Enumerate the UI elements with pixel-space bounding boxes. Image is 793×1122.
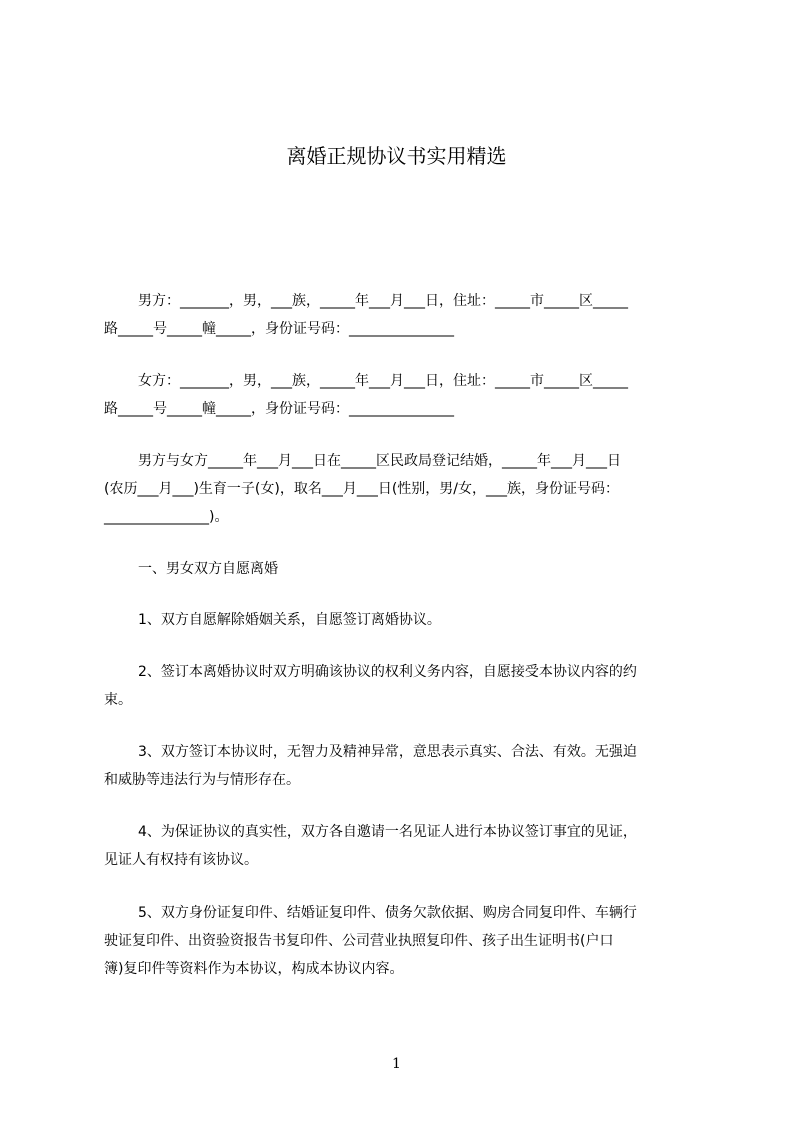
clause-3-line-2: 和威胁等违法行为与情形存在。 <box>104 772 300 788</box>
clause-5-line-2: 驶证复印件、出资验资报告书复印件、公司营业执照复印件、孩子出生证明书(户口 <box>104 933 614 949</box>
marriage-info-line-2: (农历___月___)生育一子(女)，取名___月___日(性别，男/女，___族，身份证号码： <box>104 481 620 497</box>
marriage-info-paragraph <box>104 447 706 531</box>
section-1-heading-text: 一、男女双方自愿离婚 <box>138 561 278 577</box>
clause-3-line-1: 3、双方签订本协议时，无智力及精神异常，意思表示真实、合法、有效。无强迫 <box>138 744 637 760</box>
husband-info-paragraph <box>104 287 706 343</box>
document-title: 离婚正规协议书实用精选 <box>286 144 507 168</box>
clause-2-line-2: 束。 <box>104 692 132 708</box>
husband-info-line-2: 路_____号_____幢_____，身份证号码：_______________ <box>104 321 454 337</box>
clause-1-line-1: 1、双方自愿解除婚姻关系，自愿签订离婚协议。 <box>138 612 441 628</box>
page-number: 1 <box>392 1056 401 1072</box>
clause-3-paragraph <box>104 738 706 794</box>
wife-info-line-2: 路_____号_____幢_____，身份证号码：_______________ <box>104 401 454 417</box>
wife-info-paragraph <box>104 367 706 423</box>
marriage-info-line-1: 男方与女方_____年___月___日在_____区民政局登记结婚，_____年___月___日 <box>138 453 621 469</box>
section-1-heading <box>104 555 706 583</box>
clause-1-paragraph <box>104 606 706 634</box>
husband-info-line-1: 男方：_______，男，___族，_____年___月___日，住址：_____市_____区_____ <box>138 293 628 309</box>
wife-info-line-1: 女方：_______，男，___族，_____年___月___日，住址：_____市_____区_____ <box>138 373 628 389</box>
clause-2-paragraph <box>104 658 706 714</box>
clause-4-line-1: 4、为保证协议的真实性，双方各自邀请一名见证人进行本协议签订事宜的见证， <box>138 824 637 840</box>
clause-4-paragraph <box>104 818 706 874</box>
clause-4-line-2: 见证人有权持有该协议。 <box>104 852 258 868</box>
clause-5-paragraph <box>104 899 706 983</box>
clause-2-line-1: 2、签订本离婚协议时双方明确该协议的权利义务内容，自愿接受本协议内容的约 <box>138 664 637 680</box>
clause-5-line-1: 5、双方身份证复印件、结婚证复印件、债务欠款依据、购房合同复印件、车辆行 <box>138 905 637 921</box>
clause-5-line-3: 簿)复印件等资料作为本协议，构成本协议内容。 <box>104 961 404 977</box>
marriage-info-line-3: _______________)。 <box>104 509 229 525</box>
